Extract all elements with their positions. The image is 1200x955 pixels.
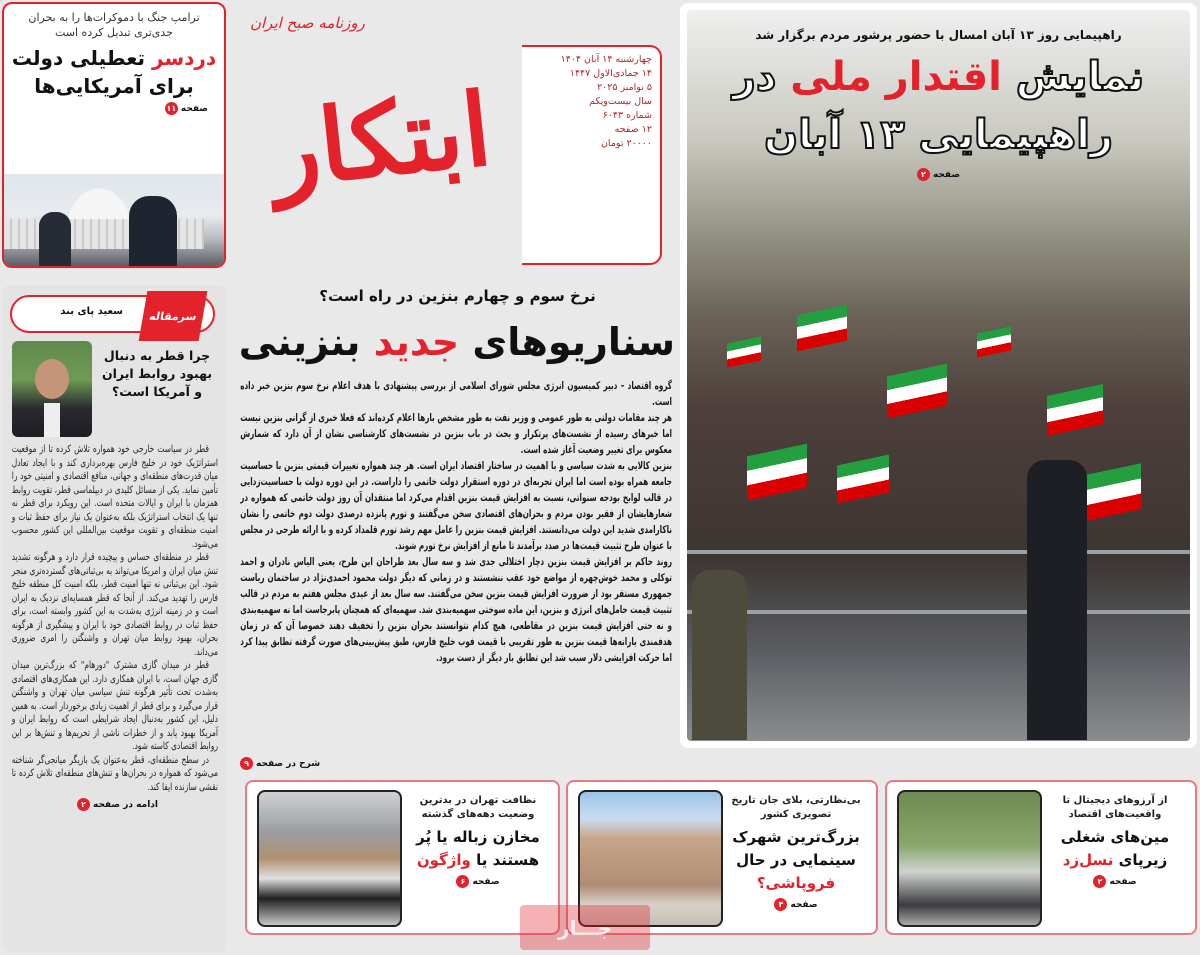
garbage-photo <box>257 790 402 927</box>
teaser-tehran-garbage[interactable] <box>245 780 560 935</box>
issue-date-hijri: ۱۴ جمادی‌الاول ۱۴۴۷ <box>569 68 652 79</box>
hero-text <box>697 28 1180 181</box>
headline-part: مین‌های شغلی زیرپای <box>1060 828 1170 869</box>
headline-red-part: اقتدار ملی <box>790 54 1002 100</box>
newspaper-logo <box>240 0 522 270</box>
headline-red-part: فروپاشی؟ <box>756 874 836 892</box>
iran-flag <box>977 326 1011 357</box>
editorial-column <box>2 285 226 952</box>
police-officer <box>129 196 177 266</box>
page-reference <box>456 875 499 888</box>
page-label: صفحه <box>790 899 818 910</box>
article-paragraph: هر چند مقامات دولتی به طور عمومی و وزیر نفت به طور مشخص بارها اعلام کرده‌اند که فعلا خبری از گرانی بنزین نیست اما خبرهای رسیده از نشست‌های پرتکرار و بحث در باب بنزین در نشست‌های کارشناسی نشان از آن دارد که شمارش معکوس برای تغییر وضعیت آغاز شده است. <box>240 412 672 456</box>
rally-photo <box>687 10 1190 741</box>
editorial-author: سعید پای بند <box>60 306 123 317</box>
watermark-logo: جـــار <box>520 905 650 950</box>
page-reference <box>774 898 817 911</box>
issue-date-gregorian: ۵ نوامبر ۲۰۲۵ <box>597 82 652 93</box>
issue-price: ۲۰۰۰۰ تومان <box>600 138 652 149</box>
author-shirt <box>44 403 60 437</box>
article-paragraph: روند حاکم بر افزایش قیمت بنزین دچار اختلالی جدی شد و سه سال بعد طراحان این طرح، یعنی الیاس نادران و احمد توکلی و محمد خوش‌چهره از مواضع خود عقب ننشستند و در زمانی که دیگر دولت محمود احمدی‌نژاد در ساختمان ریاست جمهوری مستقر بود از ضرورت افزایش قیمت بنزین سخن می‌گفتند. سه سال بعد از عیدی مجلس هفتم به مردم در قالب تثبیت قیمت حامل‌های انرژی و بنزین، این ماده سوختی سهمیه‌بندی شد. سهمیه‌ای که همچنان پابرجاست اما نه سهمیه‌بندی و نه حتی افزایش قیمت بنزین در مقاطعی، هیچ کدام نتوانستند بحران بنزین را تخفیف دهند خصوصا آن که در زمان هدفمندی یارانه‌ها قیمت بنزین به طور تقریبی با قیمت فوب خلیج فارس، طبق پیش‌بینی‌های صورت گرفته تطابق پیدا کرد اما حرکت افزایشی دلار سبب شد این تطابق بار دیگر از دست برود. <box>240 556 672 664</box>
main-article-body <box>240 378 672 666</box>
iran-flag <box>797 305 847 352</box>
iran-flag <box>1047 384 1103 436</box>
iran-flag <box>747 444 807 501</box>
page-number-badge: ۹ <box>240 757 253 770</box>
barrier-rail <box>687 550 1190 554</box>
teaser-text <box>722 794 870 911</box>
page-label: صفحه <box>180 103 208 114</box>
page-label: شرح در صفحه <box>256 758 321 769</box>
page-reference <box>165 102 208 115</box>
page-label: صفحه <box>932 169 961 180</box>
teaser-headline <box>1041 826 1189 872</box>
hero-headline <box>697 48 1180 164</box>
page-reference <box>1093 875 1136 888</box>
person-figure <box>1027 460 1087 740</box>
teaser-kicker: نظافت تهران در بدترین وضعیت دهه‌های گذشته <box>419 795 537 820</box>
teaser-kicker: بی‌نظارتی، بلای جان تاریخ تصویری کشور <box>731 795 861 820</box>
headline-part: نمایش <box>1001 54 1145 100</box>
article-paragraph: گروه اقتصاد – دبیر کمیسیون انرژی مجلس شورای اسلامی از بررسی پیشنهادی با هدف اعلام نرخ سوم بنزین خبر داده است. <box>240 380 672 408</box>
page-label: ادامه در صفحه <box>92 799 158 810</box>
editorial-text-flow <box>12 443 218 811</box>
editorial-body <box>12 443 218 794</box>
hero-kicker: راهپیمایی روز ۱۳ آبان امسال با حضور پرشور مردم برگزار شد <box>755 28 1122 42</box>
editorial-paragraph: قطر در منطقه‌ای حساس و پیچیده قرار دارد و هرگونه تشدید تنش میان ایران و امریکا می‌تواند به بی‌ثباتی‌های گسترده‌تری منجر شود. این بی‌ثباتی نه تنها امنیت قطر، بلکه امنیت کل منطقه خلیج فارس را تهدید می‌کند. از آنجا که قطر همسایه‌ای نزدیک به ایران است و در زمینه انرژی به‌شدت به این کشور وابسته است، برای حفظ ثبات در روابط اقتصادی خود با ایران و پیشگیری از هرگونه بحران، بهبود روابط میان تهران و واشنگتن را امری ضروری می‌داند. <box>11 552 218 658</box>
issue-number: شماره ۶۰۴۳ <box>602 110 652 121</box>
editorial-title[interactable]: چرا قطر به دنبال بهبود روابط ایران و آمریکا است؟ <box>101 348 213 399</box>
page-number-badge: ۴ <box>774 898 787 911</box>
page-number-badge: ۲ <box>917 168 930 181</box>
editorial-paragraph: قطر در میدان گازی مشترک "دورهام" که بزرگ‌ترین میدان گازی جهان است، با ایران همکاری دارد. این همکاری‌های اقتصادی به‌شدت تحت تأثیر هرگونه تنش سیاسی میان تهران و واشنگتن قرار می‌گیرد و برای قطر از اهمیت زیادی برخوردار است. به همین دلیل، این کشور به‌دنبال ایجاد شرایطی است که روابط ایران و آمریکا بهبود یابد و از خطرات ناشی از تحریم‌ها و تنش‌ها بر این روابط اقتصادی کاسته شود. <box>11 660 218 752</box>
headline-part: سناریوهای <box>459 320 675 364</box>
teaser-kicker: ترامپ جنگ با دموکرات‌ها را به بحران جدی‌تری تبدیل کرده است <box>28 11 200 39</box>
logo-slogan: روزنامه صبح ایران <box>250 14 365 32</box>
teaser-text <box>404 794 552 888</box>
iran-flag <box>887 364 947 419</box>
headline-red-part: واژگون <box>416 851 471 869</box>
teaser-us-shutdown[interactable] <box>2 2 226 268</box>
headline-rest: تعطیلی دولت برای آمریکایی‌ها <box>11 46 194 98</box>
teaser-headline <box>722 826 870 895</box>
author-face <box>35 359 69 399</box>
page-label: صفحه <box>1109 876 1137 887</box>
iran-flag <box>837 454 889 503</box>
iran-flag <box>727 336 761 367</box>
issue-date-persian: چهارشنبه ۱۴ آبان ۱۴۰۴ <box>560 54 652 65</box>
headline-part: مخازن زباله یا پُر هستند یا <box>416 828 540 869</box>
editorial-header <box>10 295 215 333</box>
editorial-paragraph: قطر در سیاست خارجی خود همواره تلاش کرده تا از موقعیت استراتژیک خود در خلیج فارس بهره‌برداری کند و با ایجاد تعادل میان قدرت‌های منطقه‌ای و جهانی، منافع اقتصادی و امنیتی خود را تأمین نماید. یکی از مسائل کلیدی در دیپلماسی قطر، تقویت روابط همزمان با ایران و ایالات متحده است. این رویکرد برای قطر نه تنها یک انتخاب استراتژیک بلکه به‌عنوان یک نیاز برای حفظ ثبات و امنیت منطقه‌ای و تقویت موقعیت بین‌المللی این کشور محسوب می‌شود. <box>11 444 218 550</box>
page-label: صفحه <box>472 876 500 887</box>
headline-red-part: جدید <box>373 320 460 364</box>
continued-on-page[interactable] <box>12 798 158 811</box>
headline-part: بنزینی <box>238 320 374 364</box>
teaser-text <box>1041 794 1189 888</box>
issue-info-box <box>522 45 662 265</box>
headline-part: در راهپیمایی ۱۳ آبان <box>732 54 1114 158</box>
main-kicker: نرخ سوم و چهارم بنزین در راه است؟ <box>319 287 596 305</box>
capitol-photo <box>4 174 224 266</box>
page-number-badge: ۲ <box>77 798 90 811</box>
author-photo <box>12 341 92 437</box>
teaser-gen-z-jobs[interactable] <box>885 780 1197 935</box>
police-officer <box>39 212 71 266</box>
main-headline[interactable] <box>240 312 675 372</box>
teaser-headline <box>10 44 218 100</box>
page-number-badge: ۲ <box>1093 875 1106 888</box>
continued-on-page[interactable] <box>240 757 320 770</box>
issue-year: سال بیست‌ویکم <box>589 96 652 107</box>
article-paragraph: بنزین کالایی به شدت سیاسی و با اهمیت در ساختار اقتصاد ایران است. هر چند همواره تغییرات قیمتی بنزین با حساسیت جامعه همراه بوده است اما ایران تجربه‌ای در دوره استقرار دولت خاتمی را داراست. در این دوره دولت با حساسیت‌زدایی در قالب لوایح بودجه سنواتی، نسبت به افزایش قیمت بنزین اقدام می‌کرد اما منتقدان آن روز دولت خاتمی که همواره در شعارهایشان از فقیر بودن مردم و بحران‌های اقتصادی سخن می‌گفتند و تورم پانزده درصدی دولت دوم خاتمی را نشان ناکارامدی شدید این دولت می‌دانستند. افزایش قیمت بنزین را عامل مهم رشد تورم قلمداد کرده و با ارائه طرحی در مجلس با عنوان طرح تثبیت قیمت‌ها در صدد برآمدند تا مانع از افزایش نرخ تورم شوند. <box>240 460 672 552</box>
issue-pages: ۱۲ صفحه <box>614 124 652 135</box>
headline-part: بزرگ‌ترین شهرک سینمایی در حال <box>732 828 860 869</box>
page-number-badge: ۶ <box>456 875 469 888</box>
headline-red-part: دردسر <box>152 46 217 70</box>
teaser-headline <box>404 826 552 872</box>
headline-red-part: نسل‌زد <box>1062 851 1114 869</box>
person-figure <box>692 570 747 740</box>
logo-wordmark: ابتکار <box>265 69 497 211</box>
page-number-badge: ۱۱ <box>166 104 177 113</box>
students-photo <box>897 790 1042 927</box>
barrier-rail <box>687 610 1190 614</box>
page-reference <box>917 168 960 181</box>
teaser-kicker: از آرزوهای دیجیتال تا واقعیت‌های اقتصاد <box>1062 795 1168 820</box>
hero-story[interactable] <box>680 3 1197 748</box>
editorial-paragraph: در سطح منطقه‌ای، قطر به‌عنوان یک بازیگر میانجی‌گر شناخته می‌شود که همواره در بحران‌ها و تنش‌های منطقه‌ای تلاش کرده تا نقشی سازنده ایفا کند. <box>11 754 218 793</box>
editorial-section-label: سرمقاله <box>139 291 208 341</box>
teaser-text <box>10 10 218 115</box>
